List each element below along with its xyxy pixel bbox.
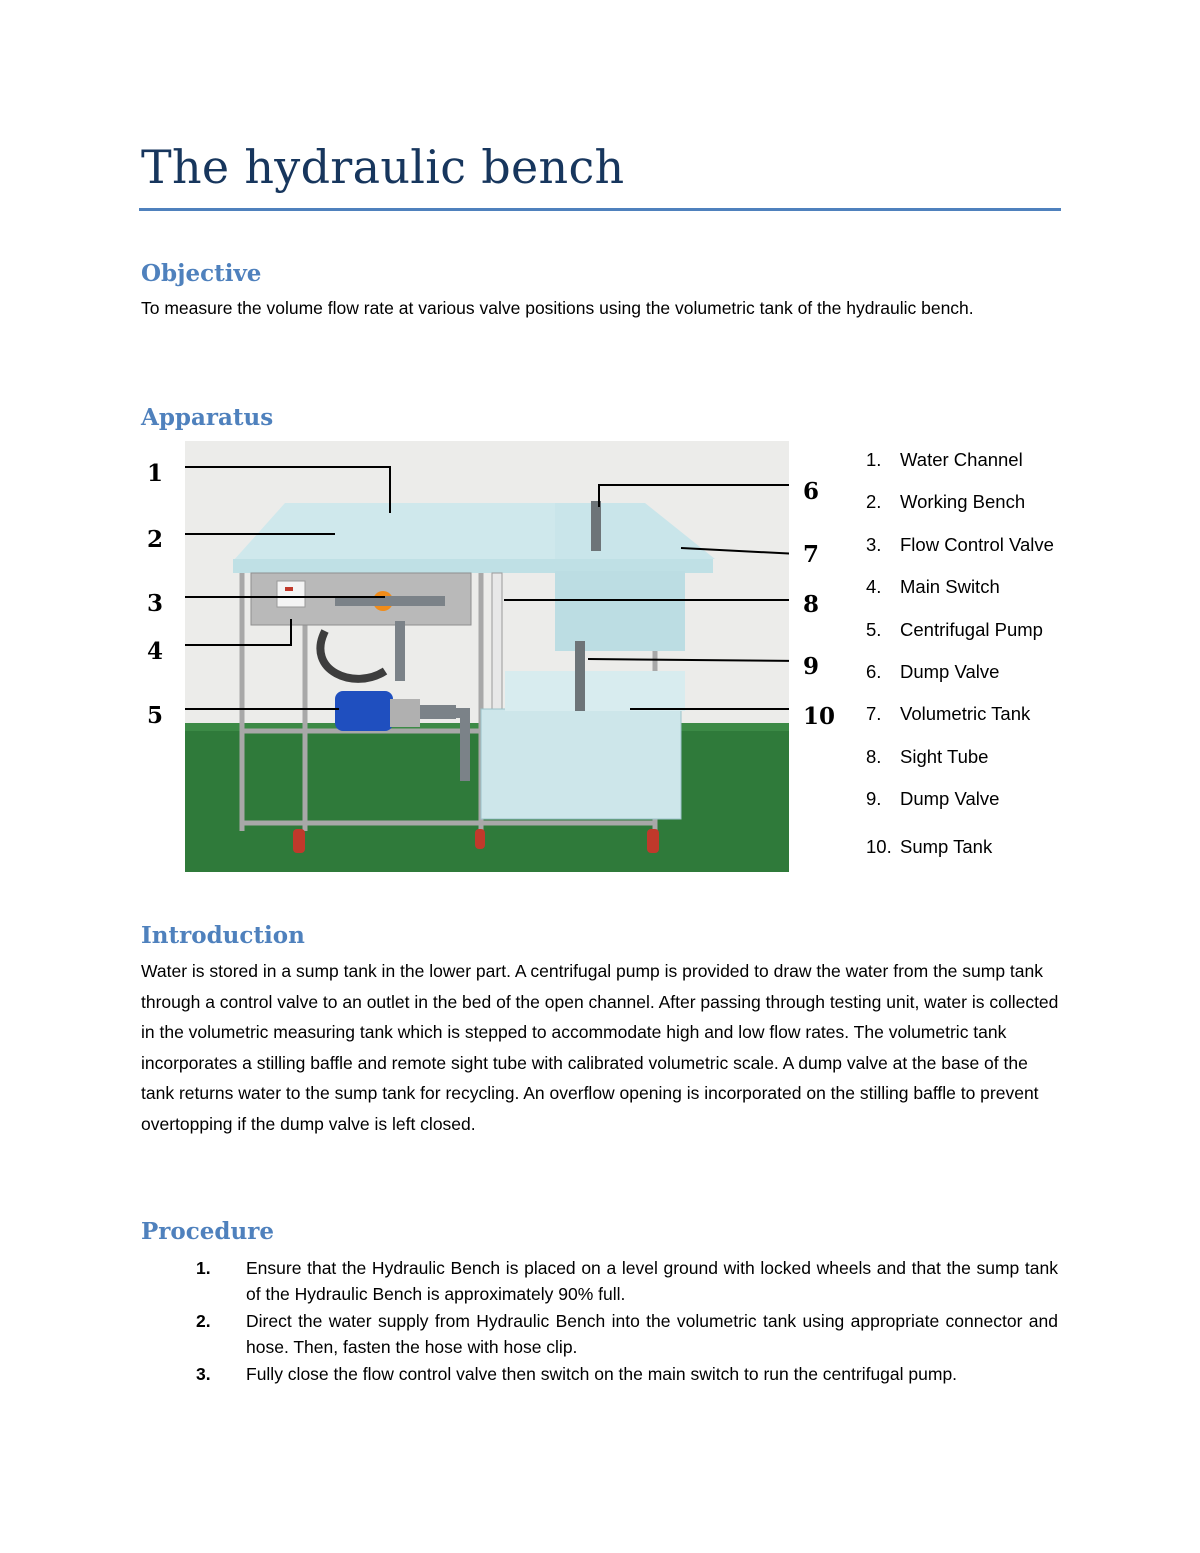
list-item	[866, 449, 1023, 471]
list-item	[190, 1361, 1058, 1387]
list-item	[866, 836, 992, 858]
list-item	[866, 703, 1030, 725]
callout-9: 9	[803, 653, 820, 680]
parts-item-number: 4.	[866, 576, 882, 597]
list-item	[866, 788, 999, 810]
list-item	[866, 534, 1054, 556]
list-item	[866, 576, 1000, 598]
callout-7: 7	[803, 541, 820, 568]
callout-5: 5	[147, 702, 164, 729]
objective-heading: Objective	[141, 260, 262, 287]
parts-item-label: Dump Valve	[900, 661, 1000, 682]
callout-3: 3	[147, 590, 164, 617]
callout-6: 6	[803, 478, 820, 505]
list-item	[190, 1308, 1058, 1360]
parts-item-label: Sight Tube	[900, 746, 989, 767]
parts-item-number: 9.	[866, 788, 882, 809]
parts-item-number: 5.	[866, 619, 882, 640]
step-text: Direct the water supply from Hydraulic Bench into the volumetric tank using appropriate connector and hose. Then, fasten the hose with hose clip.	[246, 1311, 1058, 1357]
callout-4: 4	[147, 638, 164, 665]
introduction-text: Water is stored in a sump tank in the lower part. A centrifugal pump is provided to draw the water from the sump tank through a control valve to an outlet in the bed of the open channel. After passing through testing unit, water is collected in the volumetric measuring tank which is stepped to accommodate high and low flow rates. The volumetric tank incorporates a stilling baffle and remote sight tube with calibrated volumetric scale. A dump valve at the base of the tank returns water to the sump tank for recycling. An overflow opening is incorporated on the stilling baffle to prevent overtopping if the dump valve is left closed.	[141, 961, 1059, 1134]
callout-8: 8	[803, 591, 820, 618]
list-item	[866, 661, 999, 683]
apparatus-heading: Apparatus	[141, 404, 274, 431]
title-underline	[139, 208, 1061, 211]
procedure-heading: Procedure	[141, 1218, 274, 1245]
parts-item-label: Sump Tank	[900, 836, 993, 857]
step-number: 1.	[196, 1258, 211, 1278]
parts-item-number: 8.	[866, 746, 882, 767]
parts-item-number: 3.	[866, 534, 882, 555]
step-number: 3.	[196, 1364, 211, 1384]
step-number: 2.	[196, 1311, 211, 1331]
list-item	[866, 746, 988, 768]
callout-10: 10	[803, 703, 836, 730]
parts-item-number: 1.	[866, 449, 882, 470]
page-title: The hydraulic bench	[141, 140, 625, 194]
parts-item-label: Water Channel	[900, 449, 1023, 470]
parts-item-label: Centrifugal Pump	[900, 619, 1043, 640]
parts-item-number: 6.	[866, 661, 882, 682]
parts-item-number: 7.	[866, 703, 882, 724]
hydraulic-bench-photo	[185, 441, 789, 872]
objective-text: To measure the volume flow rate at various valve positions using the volumetric tank of the hydraulic bench.	[141, 298, 974, 318]
parts-item-label: Dump Valve	[900, 788, 1000, 809]
parts-item-number: 10.	[866, 836, 892, 857]
list-item	[866, 491, 1025, 513]
callout-2: 2	[147, 526, 164, 553]
parts-item-label: Flow Control Valve	[900, 534, 1054, 555]
parts-item-number: 2.	[866, 491, 882, 512]
procedure-steps	[190, 1255, 1058, 1388]
step-text: Ensure that the Hydraulic Bench is placed on a level ground with locked wheels and that the sump tank of the Hydraulic Bench is approximately 90% full.	[246, 1258, 1058, 1304]
step-text: Fully close the flow control valve then switch on the main switch to run the centrifugal pump.	[246, 1364, 958, 1384]
parts-item-label: Main Switch	[900, 576, 1000, 597]
parts-item-label: Volumetric Tank	[900, 703, 1031, 724]
callout-1: 1	[147, 460, 164, 487]
list-item	[190, 1255, 1058, 1307]
introduction-heading: Introduction	[141, 922, 305, 949]
parts-item-label: Working Bench	[900, 491, 1026, 512]
list-item	[866, 619, 1043, 641]
